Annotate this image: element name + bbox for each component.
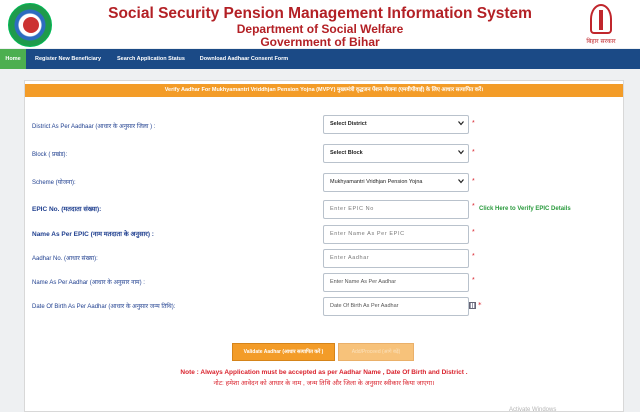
nav-home[interactable]: Home xyxy=(0,49,26,69)
chevron-down-icon xyxy=(458,149,464,155)
district-select[interactable] xyxy=(323,115,469,134)
scheme-select[interactable] xyxy=(323,173,469,192)
required-mark: * xyxy=(478,301,482,309)
district-value: Select District xyxy=(330,121,367,127)
block-value: Select Block xyxy=(330,150,363,156)
nav-search-application[interactable]: Search Application Status xyxy=(117,56,185,62)
chevron-down-icon xyxy=(458,120,464,126)
aadhar-label: Aadhar No. (आधार संख्या): xyxy=(32,256,98,262)
required-mark: * xyxy=(472,277,475,284)
required-mark: * xyxy=(472,229,475,236)
calendar-icon[interactable] xyxy=(469,302,476,309)
site-header xyxy=(0,0,640,48)
verify-epic-link[interactable]: Click Here to Verify EPIC Details xyxy=(479,206,571,212)
name-epic-input[interactable]: Enter Name As Per EPIC xyxy=(323,225,469,244)
required-mark: * xyxy=(472,203,475,210)
emblem-caption: बिहार सरकार xyxy=(586,38,616,45)
department-name: Department of Social Welfare xyxy=(236,22,404,36)
chevron-down-icon xyxy=(458,178,464,184)
district-label: District As Per Aadhaar (आधार के अनुसार जिला ) : xyxy=(32,124,156,130)
verify-aadhar-card xyxy=(24,80,624,412)
note-hindi: नोट: हमेशा आवेदन को आधार के नाम , जन्म तिथि और जिला के अनुसार स्वीकार किया जाएगा। xyxy=(213,380,435,387)
site-title: Social Security Pension Management Information System xyxy=(108,5,532,22)
required-mark: * xyxy=(472,120,475,127)
main-nav xyxy=(0,49,640,69)
name-aadhar-label: Name As Per Aadhar (आधार के अनुसार नाम) : xyxy=(32,280,145,286)
dob-label: Date Of Birth As Per Aadhar (आधार के अनुसार जन्म तिथि): xyxy=(32,304,176,310)
name-aadhar-input[interactable]: Enter Name As Per Aadhar xyxy=(323,273,469,292)
dob-input[interactable]: Date Of Birth As Per Aadhar xyxy=(323,297,469,316)
block-select[interactable] xyxy=(323,144,469,163)
bihar-emblem-icon xyxy=(584,4,618,46)
government-name: Government of Bihar xyxy=(260,35,380,49)
validate-aadhar-button[interactable]: Validate Aadhar (आधार सत्यापित करें ) xyxy=(232,343,335,361)
aadhar-input[interactable]: Enter Aadhar xyxy=(323,249,469,268)
epic-label: EPIC No. (मतदाता संख्या): xyxy=(32,206,102,213)
required-mark: * xyxy=(472,149,475,156)
proceed-button-disabled[interactable]: Add/Proceed (आगे बढ़ें) xyxy=(338,343,414,361)
required-mark: * xyxy=(472,253,475,260)
name-epic-label: Name As Per EPIC (नाम मतदाता के अनुसार) : xyxy=(32,231,154,238)
scheme-value: Mukhyamantri Vridhjan Pension Yojna xyxy=(330,179,423,185)
scheme-label: Scheme (योजना): xyxy=(32,180,76,186)
block-label: Block ( प्रखंड): xyxy=(32,152,68,158)
form-banner: Verify Aadhar For Mukhyamantri Vriddhjan Pension Yojna (MVPY) मुख्यमंत्री वृद्धजन पेंशन योजना (एमवीपीवाई) के लिए आधार सत्यापित करें। xyxy=(25,84,623,97)
nav-download-consent[interactable]: Download Aadhaar Consent Form xyxy=(199,56,289,62)
activation-watermark: Activate Windows xyxy=(509,407,557,412)
epic-input[interactable]: Enter EPIC No xyxy=(323,200,469,219)
required-mark: * xyxy=(472,178,475,185)
nav-register-beneficiary[interactable]: Register New Beneficiary xyxy=(34,56,102,62)
note-english: Note : Always Application must be accepted as per Aadhar Name , Date Of Birth and District . xyxy=(180,369,468,376)
